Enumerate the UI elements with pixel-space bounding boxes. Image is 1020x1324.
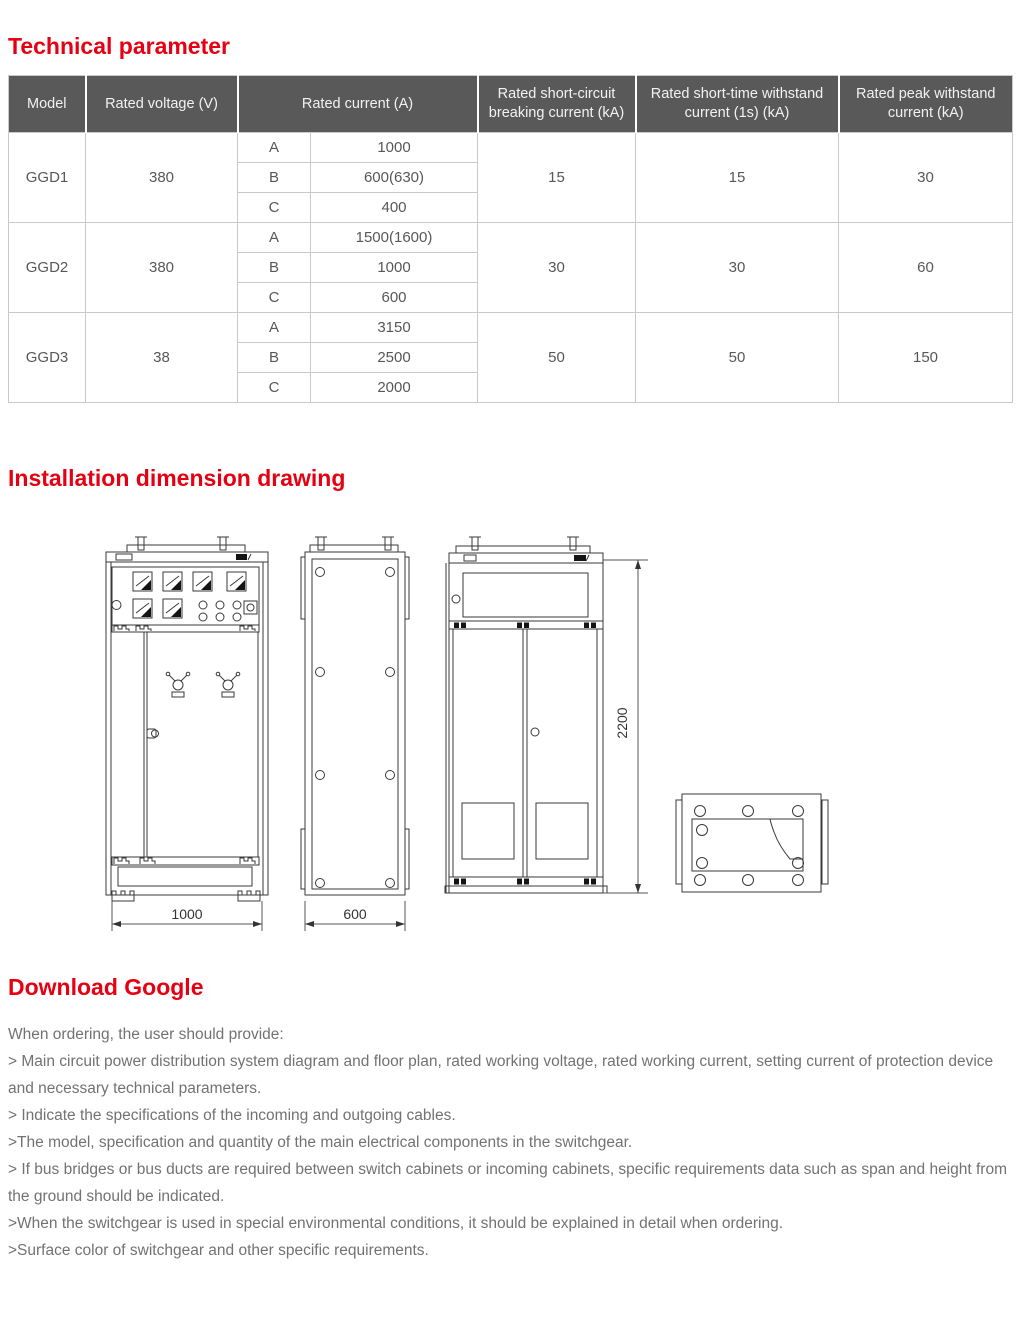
ordering-note: > Indicate the specifications of the incoming and outgoing cables. bbox=[8, 1107, 456, 1124]
ordering-note: > Main circuit power distribution system diagram and floor plan, rated working voltage, rated working current, setting current of protection device and necessary technical parameters. bbox=[8, 1053, 994, 1097]
ordering-note: >When the switchgear is used in special environmental conditions, it should be explained in detail when ordering. bbox=[8, 1215, 784, 1232]
header-current: Rated current (A) bbox=[238, 76, 478, 133]
table-row bbox=[9, 133, 1013, 163]
withstand-cell: 15 bbox=[636, 133, 839, 223]
current-cell: 600(630) bbox=[311, 163, 478, 193]
breaking-cell: 30 bbox=[478, 223, 636, 313]
header-breaking: Rated short-circuit breaking current (kA) bbox=[478, 76, 636, 133]
peak-cell: 150 bbox=[839, 313, 1013, 403]
phase-cell: C bbox=[238, 193, 311, 223]
phase-cell: A bbox=[238, 313, 311, 343]
current-cell: 1000 bbox=[311, 133, 478, 163]
phase-cell: A bbox=[238, 133, 311, 163]
phase-cell: A bbox=[238, 223, 311, 253]
phase-cell: C bbox=[238, 283, 311, 313]
ground-terminal-symbol bbox=[216, 672, 240, 697]
top-view-drawing bbox=[666, 786, 838, 904]
ordering-note: > If bus bridges or bus ducts are required between switch cabinets or incoming cabinets, specific requirements data such as span and height from the ground should be indicated. bbox=[8, 1161, 1008, 1205]
page bbox=[0, 33, 1020, 1324]
breaking-cell: 50 bbox=[478, 313, 636, 403]
withstand-cell: 50 bbox=[636, 313, 839, 403]
header-withstand: Rated short-time withstand current (1s) (kA) bbox=[636, 76, 839, 133]
peak-cell: 60 bbox=[839, 223, 1013, 313]
ground-terminal-symbol bbox=[166, 672, 190, 697]
header-peak: Rated peak withstand current (kA) bbox=[839, 76, 1013, 133]
phase-cell: C bbox=[238, 373, 311, 403]
current-cell: 3150 bbox=[311, 313, 478, 343]
dimension-label-side-depth: 600 bbox=[343, 906, 367, 922]
current-cell: 600 bbox=[311, 283, 478, 313]
phase-cell: B bbox=[238, 343, 311, 373]
rear-elevation-drawing bbox=[438, 533, 656, 935]
current-cell: 1000 bbox=[311, 253, 478, 283]
current-cell: 400 bbox=[311, 193, 478, 223]
model-cell: GGD3 bbox=[9, 313, 86, 403]
withstand-cell: 30 bbox=[636, 223, 839, 313]
ordering-intro: When ordering, the user should provide: bbox=[8, 1026, 284, 1043]
model-cell: GGD1 bbox=[9, 133, 86, 223]
side-elevation-drawing bbox=[294, 533, 416, 935]
section-title-technical: Technical parameter bbox=[8, 33, 231, 59]
installation-drawings bbox=[8, 528, 1012, 948]
dimension-label-cabinet-height: 2200 bbox=[614, 707, 630, 739]
breaking-cell: 15 bbox=[478, 133, 636, 223]
section-title-installation: Installation dimension drawing bbox=[8, 465, 346, 491]
current-cell: 2500 bbox=[311, 343, 478, 373]
table-row bbox=[9, 223, 1013, 253]
table-header-row bbox=[9, 76, 1013, 133]
section-title-download: Download Google bbox=[8, 974, 204, 1000]
peak-cell: 30 bbox=[839, 133, 1013, 223]
current-cell: 1500(1600) bbox=[311, 223, 478, 253]
voltage-cell: 380 bbox=[86, 133, 238, 223]
phase-cell: B bbox=[238, 163, 311, 193]
technical-parameter-table bbox=[8, 75, 1013, 403]
header-voltage: Rated voltage (V) bbox=[86, 76, 238, 133]
table-row bbox=[9, 313, 1013, 343]
phase-cell: B bbox=[238, 253, 311, 283]
ordering-note: >The model, specification and quantity of the main electrical components in the switchgear. bbox=[8, 1134, 633, 1151]
ordering-notes bbox=[8, 1021, 1012, 1264]
front-elevation-drawing bbox=[102, 533, 272, 935]
ordering-note: >Surface color of switchgear and other specific requirements. bbox=[8, 1242, 429, 1259]
current-cell: 2000 bbox=[311, 373, 478, 403]
header-model: Model bbox=[9, 76, 86, 133]
dimension-label-front-width: 1000 bbox=[171, 906, 203, 922]
voltage-cell: 380 bbox=[86, 223, 238, 313]
voltage-cell: 38 bbox=[86, 313, 238, 403]
model-cell: GGD2 bbox=[9, 223, 86, 313]
